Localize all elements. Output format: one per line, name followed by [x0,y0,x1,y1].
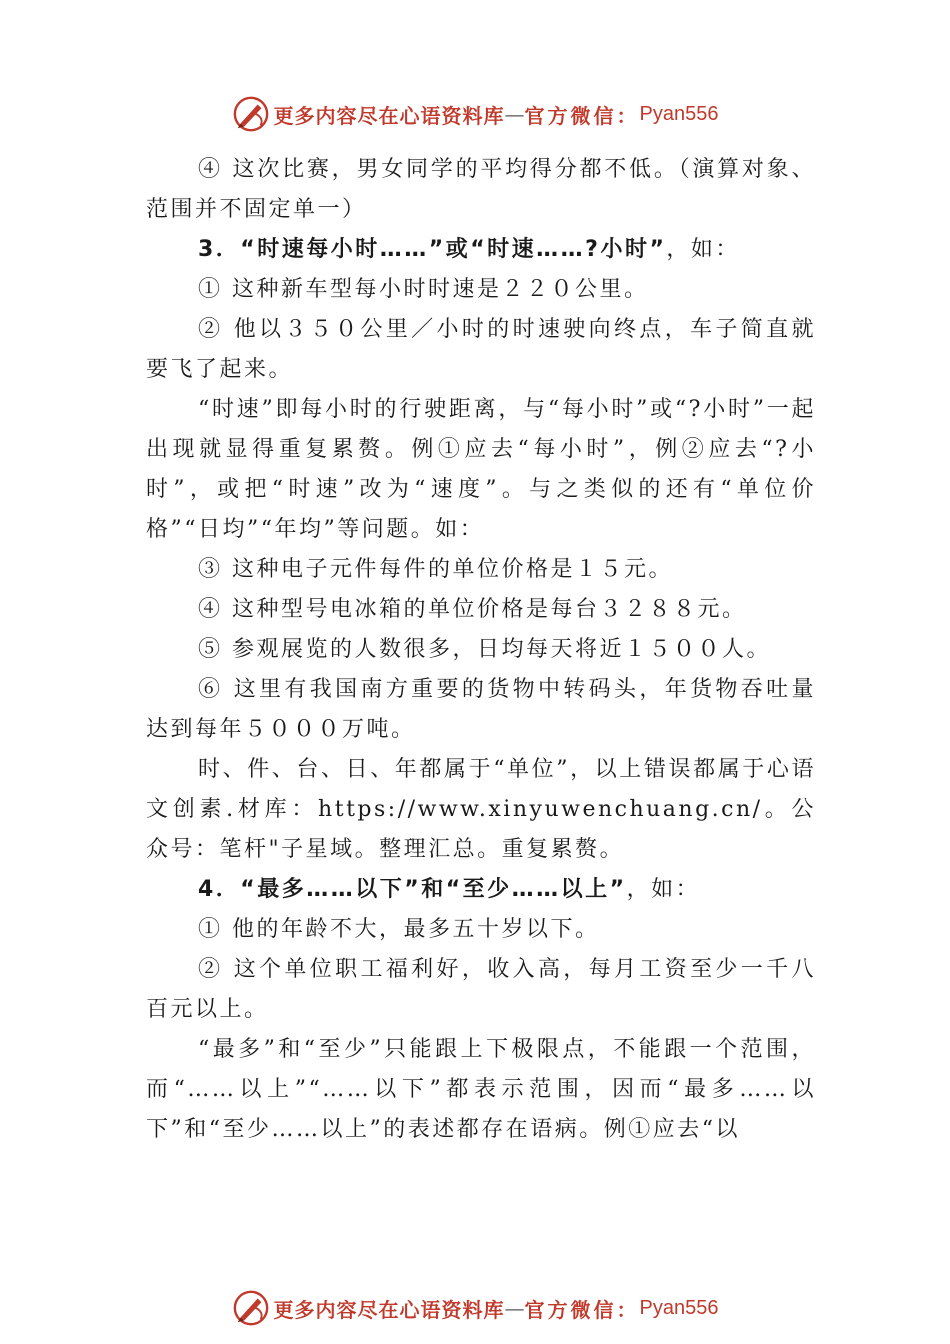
pen-logo-icon [232,1289,270,1327]
section-heading-3 [146,230,816,270]
footer-banner [0,1286,950,1330]
paragraph: ① 他的年龄不大，最多五十岁以下。 [198,917,600,942]
heading-text: 3．“时速每小时……”或“时速……?小时” [198,237,667,262]
banner-wechat-label: 官方微信： [524,1297,640,1322]
paragraph: ⑥ 这里有我国南方重要的货物中转码头，年货物吞吐量达到每年５０００万吨。 [146,677,816,742]
banner-wechat-label: 官方微信： [524,103,640,128]
section-heading-4 [146,870,816,910]
paragraph: ④ 这次比赛，男女同学的平均得分都不低。（演算对象、范围并不固定单一） [146,157,816,222]
paragraph: ② 这个单位职工福利好，收入高，每月工资至少一千八百元以上。 [146,957,816,1022]
heading-tail: ，如： [666,237,740,262]
banner-dash: — [504,102,525,126]
banner-dash: — [504,1296,525,1320]
document-body [146,150,816,1150]
paragraph: ① 这种新车型每小时时速是２２０公里。 [198,277,649,302]
paragraph: ② 他以３５０公里／小时的时速驶向终点，车子简直就要飞了起来。 [146,317,816,382]
heading-tail: ，如： [626,877,701,902]
paragraph: ④ 这种型号电冰箱的单位价格是每台３２８８元。 [198,597,747,622]
paragraph: “时速”即每小时的行驶距离，与“每小时”或“?小时”一起出现就显得重复累赘。例①应去“每小时”，例②应去“?小时”，或把“时速”改为“速度”。与之类似的还有“单位价格”“日均”“年均”等问题。如： [146,397,816,542]
paragraph: “最多”和“至少”只能跟上下极限点，不能跟一个范围，而“……以上”“……以下”都表示范围，因而“最多……以下”和“至少……以上”的表述都存在语病。例①应去“以 [146,1037,816,1142]
banner-text: 更多内容尽在心语资料库 [273,1297,505,1322]
heading-text: 4．“最多……以下”和“至少……以上” [198,877,627,902]
banner-wechat-id: Pyan556 [639,102,719,125]
header-banner [0,92,950,136]
paragraph: 时、件、台、日、年都属于“单位”，以上错误都属于心语文创素.材库：https://www.xinyuwenchuang.cn/。公众号：笔杆"子星域。整理汇总。重复累赘。 [146,757,816,862]
banner-text: 更多内容尽在心语资料库 [273,103,505,128]
banner-wechat-id: Pyan556 [639,1296,719,1319]
paragraph: ⑤ 参观展览的人数很多，日均每天将近１５００人。 [198,637,771,662]
pen-logo-icon [232,95,270,133]
paragraph: ③ 这种电子元件每件的单位价格是１５元。 [198,557,673,582]
